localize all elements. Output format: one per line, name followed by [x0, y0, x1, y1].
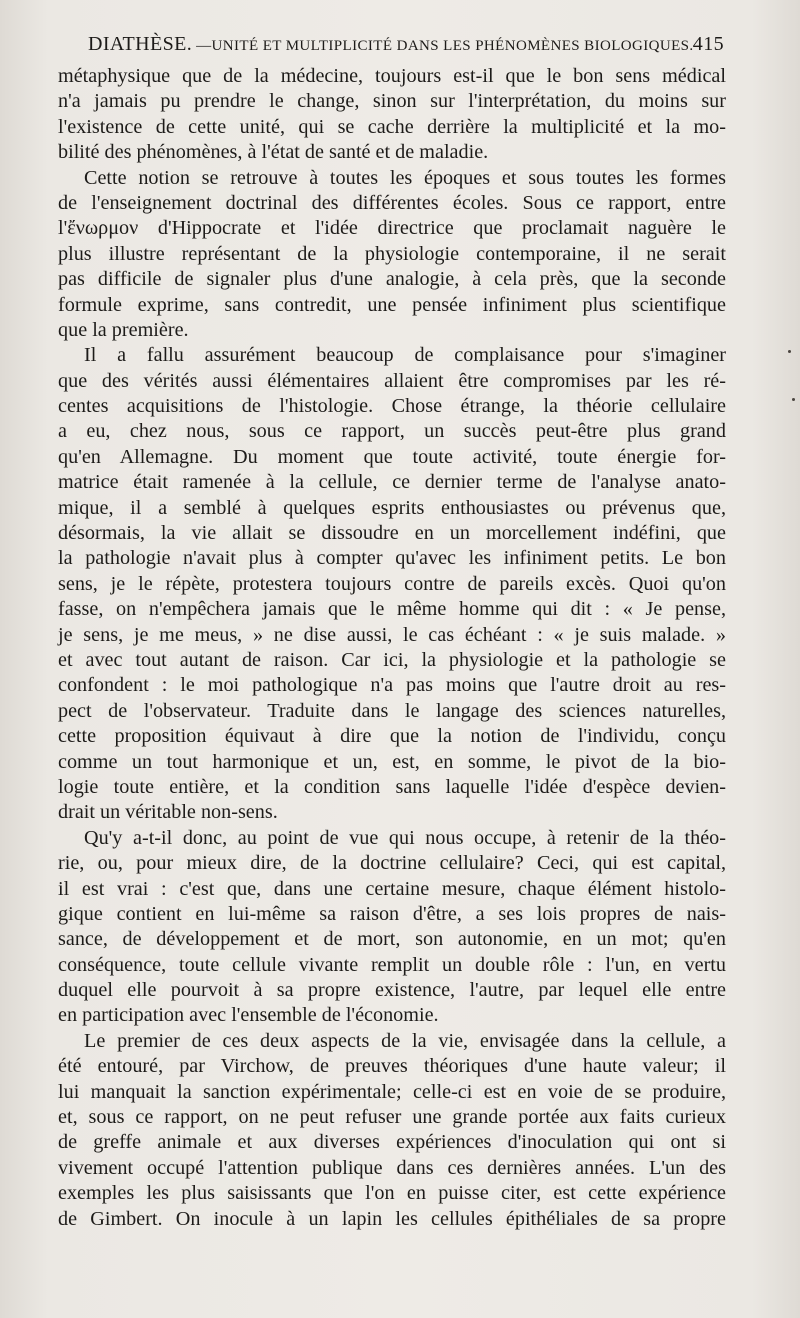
text-line: lui manquait la sanction expérimentale; celle-ci est en voie de se produire, — [58, 1080, 726, 1103]
text-line: plus illustre représentant de la physiologie contemporaine, il ne serait — [58, 242, 726, 265]
text-line: qu'en Allemagne. Du moment que toute activité, toute énergie for- — [58, 445, 726, 468]
text-line: il est vrai : c'est que, dans une certaine mesure, chaque élément histolo- — [58, 877, 726, 900]
page-number: 415 — [692, 33, 724, 55]
running-title-main: DIATHÈSE. — [88, 33, 193, 55]
text-line: Cette notion se retrouve à toutes les époques et sous toutes les formes — [84, 166, 726, 189]
text-line: en participation avec l'ensemble de l'économie. — [58, 1004, 439, 1027]
text-line: pect de l'observateur. Traduite dans le langage des sciences naturelles, — [58, 699, 726, 722]
ink-speck — [792, 398, 795, 401]
text-line: et avec tout autant de raison. Car ici, la physiologie et la pathologie se — [58, 648, 726, 671]
text-line: cette proposition équivaut à dire que la notion de l'individu, conçu — [58, 725, 726, 748]
running-header — [88, 33, 724, 61]
text-line: logie toute entière, et la condition sans laquelle l'idée d'espèce devien- — [58, 775, 726, 798]
text-line: l'existence de cette unité, qui se cache derrière la multiplicité et la mo- — [58, 115, 726, 138]
text-line: duquel elle pourvoit à sa propre existence, l'autre, par lequel elle entre — [58, 979, 726, 1002]
text-line: que la première. — [58, 318, 189, 341]
text-line: Le premier de ces deux aspects de la vie, envisagée dans la cellule, a — [84, 1029, 726, 1052]
text-line: de greffe animale et aux diverses expériences d'inoculation qui ont si — [58, 1131, 726, 1154]
text-line: bilité des phénomènes, à l'état de santé et de maladie. — [58, 141, 489, 164]
text-line: Qu'y a-t-il donc, au point de vue qui nous occupe, à retenir de la théo- — [84, 826, 726, 849]
text-line: vivement occupé l'attention publique dans ces dernières années. L'un des — [58, 1156, 726, 1179]
text-line: rie, ou, pour mieux dire, de la doctrine cellulaire? Ceci, qui est capital, — [58, 852, 726, 875]
text-line: a eu, chez nous, sous ce rapport, un succès peut-être plus grand — [58, 420, 726, 443]
text-line: Il a fallu assurément beaucoup de complaisance pour s'imaginer — [84, 344, 726, 367]
text-line: gique contient en lui-même sa raison d'être, a ses lois propres de nais- — [58, 902, 726, 925]
text-line: conséquence, toute cellule vivante remplit un double rôle : l'un, en vertu — [58, 953, 726, 976]
margin-specks — [786, 350, 796, 410]
text-line: formule exprime, sans contredit, une pensée infiniment plus scientifique — [58, 293, 726, 316]
text-line: de l'enseignement doctrinal des différentes écoles. Sous ce rapport, entre — [58, 191, 726, 214]
text-line: centes acquisitions de l'histologie. Chose étrange, la théorie cellulaire — [58, 395, 726, 418]
running-title-sub: —UNITÉ ET MULTIPLICITÉ DANS LES PHÉNOMÈNES BIOLOGIQUES. — [196, 38, 694, 54]
text-line: sance, de développement et de mort, son autonomie, en un mot; qu'en — [58, 928, 726, 951]
text-line: pas difficile de signaler plus d'une analogie, à cela près, que la seconde — [58, 268, 726, 291]
text-line: et, sous ce rapport, on ne peut refuser une grande portée aux faits curieux — [58, 1106, 726, 1129]
text-line: mique, il a semblé à quelques esprits enthousiastes ou prévenus que, — [58, 496, 726, 519]
text-line: la pathologie n'avait plus à compter qu'avec les infiniment petits. Le bon — [58, 547, 726, 570]
text-line: que des vérités aussi élémentaires allaient être compromises par les ré- — [58, 369, 726, 392]
running-title — [88, 33, 694, 56]
text-line: comme un tout harmonique et un, est, en somme, le pivot de la bio- — [58, 750, 726, 773]
text-line: fasse, on n'empêchera jamais que le même homme qui dit : « Je pense, — [58, 598, 726, 621]
text-line: exemples les plus saisissants que l'on en puisse citer, est cette expérience — [58, 1182, 726, 1205]
text-line: matrice était ramenée à la cellule, ce dernier terme de l'analyse anato- — [58, 471, 726, 494]
text-line: sens, je le répète, protestera toujours contre de pareils excès. Quoi qu'on — [58, 572, 726, 595]
text-line: métaphysique que de la médecine, toujours est-il que le bon sens médical — [58, 65, 726, 87]
ink-speck — [788, 350, 791, 353]
text-line: désormais, la vie allait se dissoudre en un morcellement indéfini, que — [58, 522, 726, 545]
text-line: été entouré, par Virchow, de preuves théoriques d'une haute valeur; il — [58, 1055, 726, 1078]
body-text — [58, 64, 726, 1232]
text-line: n'a jamais pu prendre le change, sinon sur l'interprétation, du moins sur — [58, 90, 726, 113]
text-line: de Gimbert. On inocule à un lapin les cellules épithéliales de sa propre — [58, 1207, 726, 1230]
text-line: l'ἔνωρμον d'Hippocrate et l'idée directrice que proclamait naguère le — [58, 217, 726, 240]
text-line: je sens, je me meus, » ne dise aussi, le cas échéant : « je suis malade. » — [58, 623, 726, 646]
text-line: drait un véritable non-sens. — [58, 801, 278, 824]
text-line: confondent : le moi pathologique n'a pas moins que l'autre droit au res- — [58, 674, 726, 697]
